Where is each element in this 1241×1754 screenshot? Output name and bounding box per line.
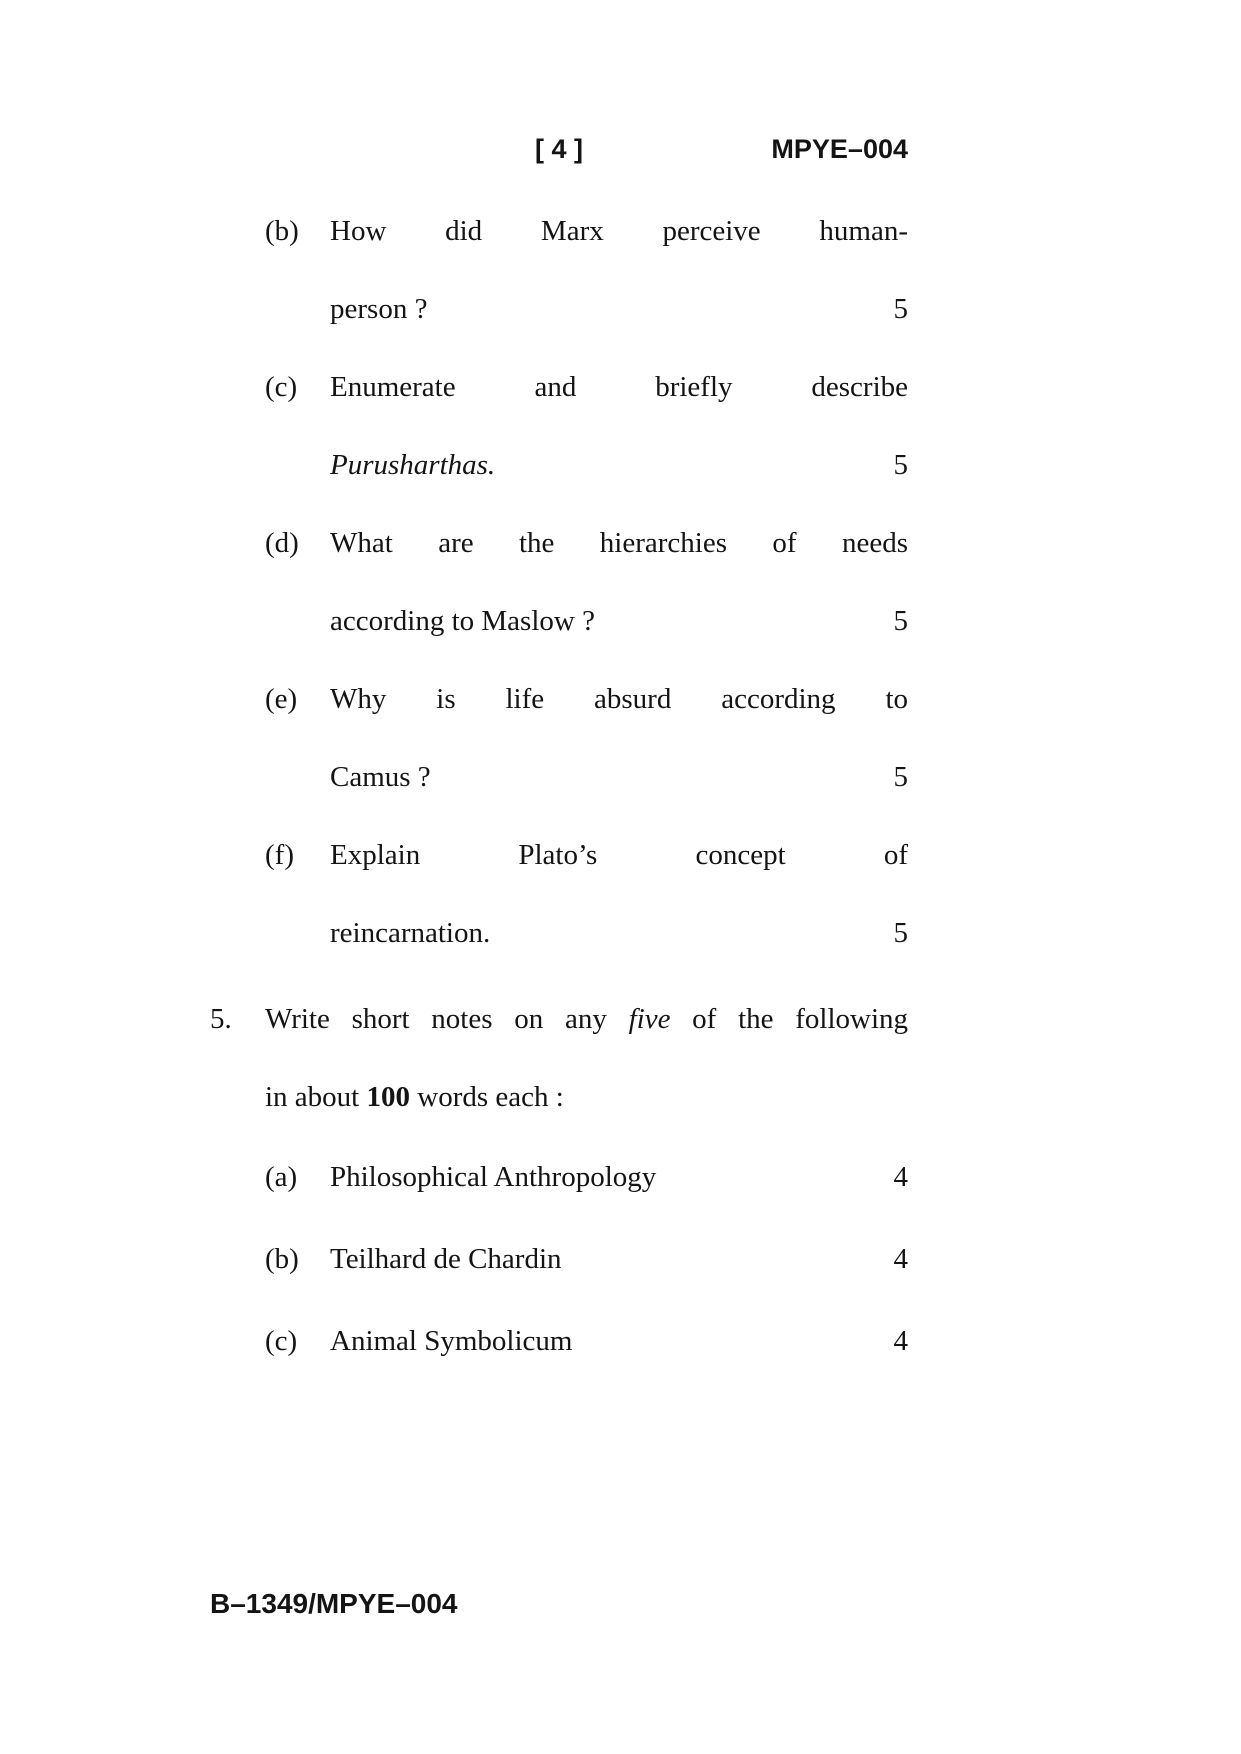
item-label: (b) [265,215,299,247]
question-item-d [265,504,908,660]
item-label: (f) [265,839,294,871]
paper-code: MPYE–004 [771,134,908,164]
question-item-c [265,348,908,504]
item-line1: Explain Plato’s concept of [330,839,908,871]
item-line1: Enumerate and briefly describe [330,371,908,403]
item-label: (c) [265,1325,298,1357]
item-label: (b) [265,1243,299,1275]
footer-code: B–1349/MPYE–004 [210,1588,458,1619]
item-label: (c) [265,371,298,403]
question5-item-b [265,1218,908,1300]
question-item-b [265,192,908,348]
item-marks: 5 [893,917,908,949]
item-marks: 4 [893,1161,908,1193]
emphasis-100: 100 [366,1081,410,1113]
item-label: (e) [265,683,298,715]
question-number: 5. [210,1003,232,1035]
item-line2: Purusharthas. [330,449,496,481]
item-line1: How did Marx perceive human- [330,215,908,247]
page-header [210,134,908,178]
item-label: (a) [265,1161,298,1193]
item-line2: according to Maslow ? [330,605,595,637]
item-marks: 5 [893,605,908,637]
question-list [210,192,908,1382]
item-line1: Why is life absurd according to [330,683,908,715]
item-marks: 5 [893,449,908,481]
item-line2: person ? [330,293,428,325]
item-text: Teilhard de Chardin [330,1243,562,1275]
item-line2: Camus ? [330,761,431,793]
item-line2: reincarnation. [330,917,491,949]
question-5 [210,980,908,1382]
item-label: (d) [265,527,299,559]
question5-intro-line2: in about 100 words each : [265,1081,564,1113]
item-text: Philosophical Anthropology [330,1161,657,1193]
item-text: Animal Symbolicum [330,1325,573,1357]
item-marks: 5 [893,293,908,325]
emphasis-five: five [628,1003,671,1035]
question5-intro-line1: Write short notes on any five of the following [265,1003,908,1035]
question5-item-a [265,1136,908,1218]
question-item-f [265,816,908,972]
item-line1: What are the hierarchies of needs [330,527,908,559]
page-content [210,134,908,1382]
question5-item-c [265,1300,908,1382]
page-number: [ 4 ] [534,134,583,164]
question-item-e [265,660,908,816]
item-marks: 4 [893,1243,908,1275]
item-marks: 5 [893,761,908,793]
item-marks: 4 [893,1325,908,1357]
